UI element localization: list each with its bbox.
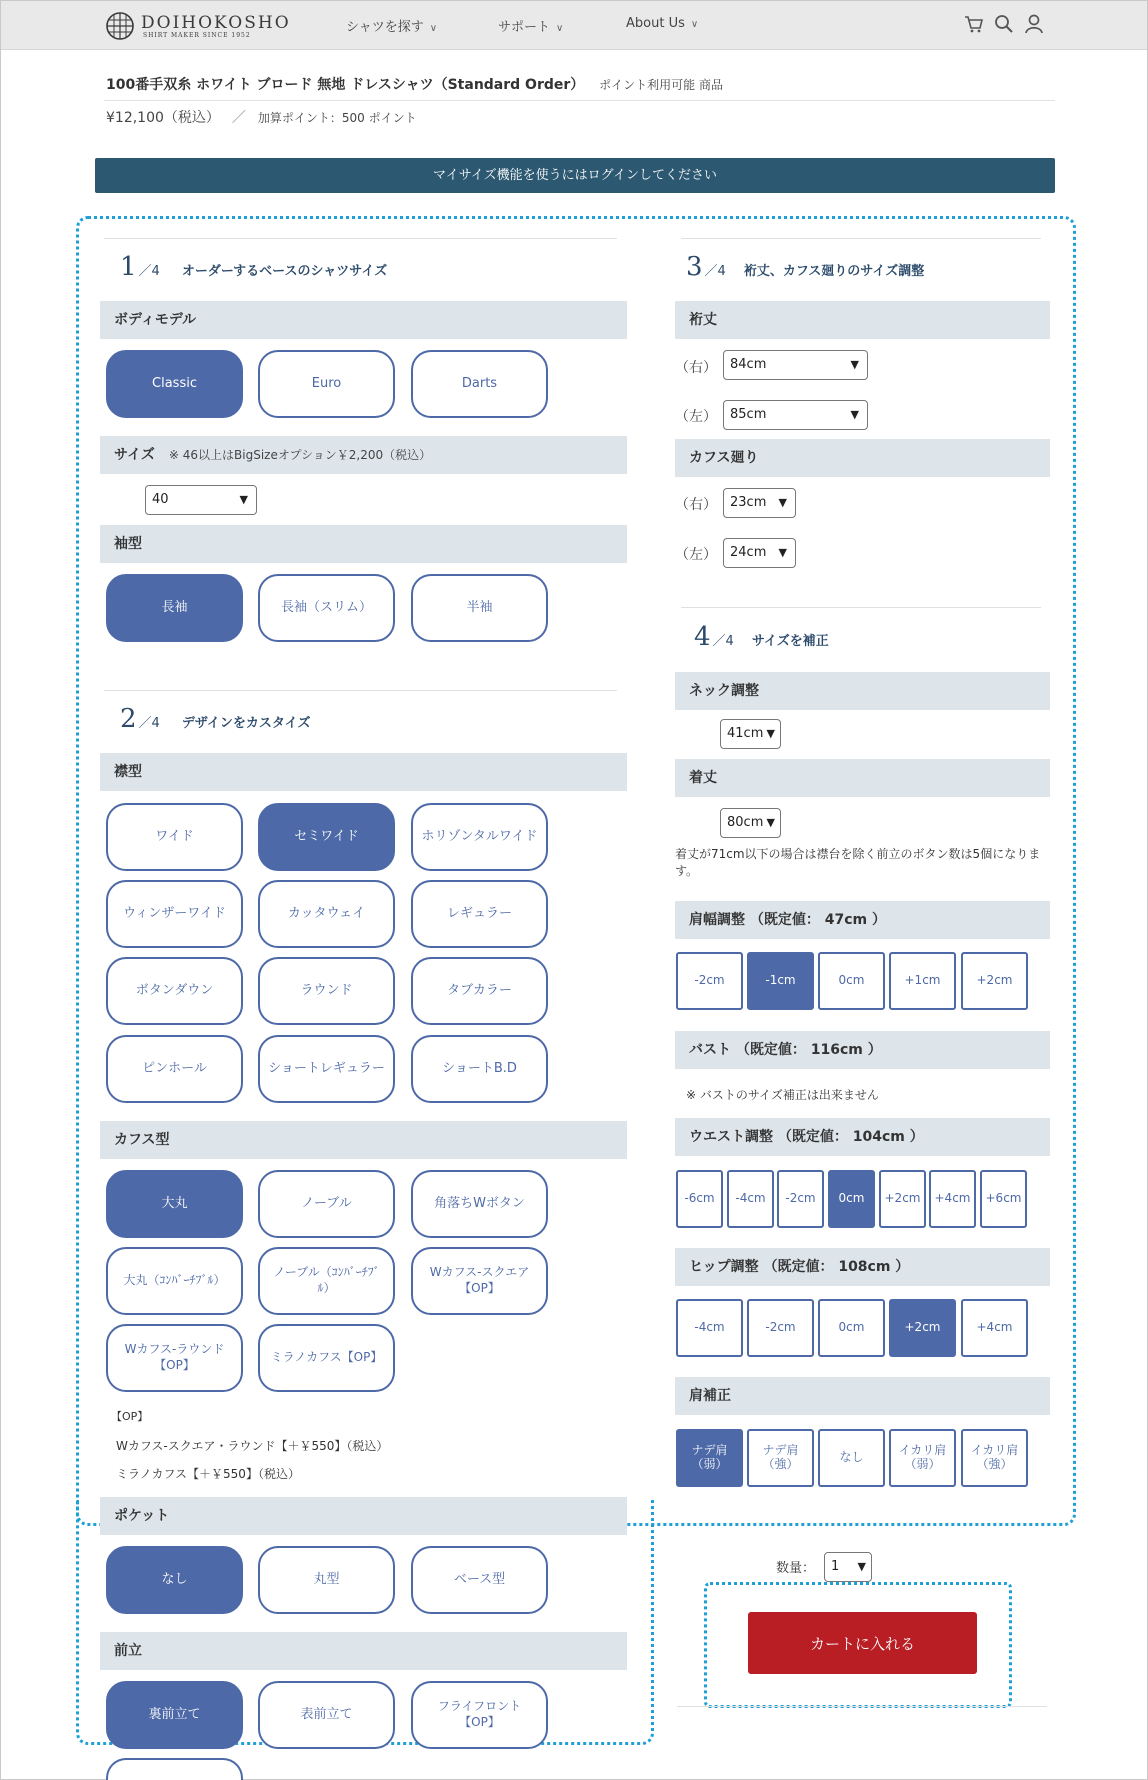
waist-plus-6[interactable]: +6cm xyxy=(980,1170,1027,1228)
nav-label: サポート xyxy=(498,20,551,35)
shoulder-zero[interactable]: 0cm xyxy=(818,952,885,1010)
nav-label: シャツを探す xyxy=(346,20,424,35)
product-title-text: 100番手双糸 ホワイト ブロード 無地 ドレスシャツ（Standard Order） xyxy=(106,77,585,93)
waist-plus-2[interactable]: +2cm xyxy=(879,1170,926,1228)
chevron-down-icon: ▼ xyxy=(850,358,859,371)
select-value: 80cm xyxy=(727,815,764,830)
shoulder-plus-1[interactable]: +1cm xyxy=(889,952,956,1010)
waist-minus-2[interactable]: -2cm xyxy=(777,1170,824,1228)
shoulder-minus-1[interactable]: -1cm xyxy=(747,952,814,1010)
placket-outer[interactable]: 表前立て xyxy=(258,1681,395,1749)
cuffs-w-square[interactable]: Wカフス-スクエア【OP】 xyxy=(411,1247,548,1315)
section-rule xyxy=(681,607,1041,608)
yuki-header: 裄丈 xyxy=(675,301,1050,339)
product-title-note: ポイント利用可能 商品 xyxy=(599,78,723,92)
step-title: オーダーするベースのシャツサイズ xyxy=(181,264,388,279)
shoulder-plus-2[interactable]: +2cm xyxy=(961,952,1028,1010)
chevron-down-icon: ▼ xyxy=(778,496,787,509)
bust-header: バスト （既定値： 116cm ） xyxy=(675,1031,1050,1069)
chevron-down-icon: ∨ xyxy=(690,19,699,30)
yuki-right-label: （右） xyxy=(675,360,717,376)
cuff-left-label: （左） xyxy=(675,547,717,563)
length-note: 着丈が71cm以下の場合は襟台を除く前立のボタン数は5個になります。 xyxy=(675,847,1041,879)
shoulder-fix-none[interactable]: なし xyxy=(818,1429,885,1487)
collar-short-regular[interactable]: ショートレギュラー xyxy=(258,1035,395,1103)
shoulder-fix-sloped-strong[interactable]: ナデ肩（強） xyxy=(747,1429,814,1487)
op-title: 【OP】 xyxy=(111,1410,149,1423)
step-number: 3 xyxy=(686,252,703,282)
step-title: サイズを補正 xyxy=(751,634,829,649)
shoulder-minus-2[interactable]: -2cm xyxy=(676,952,743,1010)
collar-regular[interactable]: レギュラー xyxy=(411,880,548,948)
chevron-down-icon: ▼ xyxy=(857,1560,866,1573)
user-icon[interactable] xyxy=(1023,13,1045,35)
size-value: 40 xyxy=(152,492,169,507)
cuffs-milano[interactable]: ミラノカフス【OP】 xyxy=(258,1324,395,1392)
pocket-header: ポケット xyxy=(100,1497,627,1535)
body-model-euro[interactable]: Euro xyxy=(258,350,395,418)
sleeve-short[interactable]: 半袖 xyxy=(411,574,548,642)
step-title: デザインをカスタイズ xyxy=(181,716,311,731)
op-note-milano: ミラノカフス【＋￥550】（税込） xyxy=(116,1467,300,1481)
divider xyxy=(677,1706,1047,1707)
size-header xyxy=(100,436,627,474)
collar-horizontal-wide[interactable]: ホリゾンタルワイド xyxy=(411,803,548,871)
pocket-base[interactable]: ベース型 xyxy=(411,1546,548,1614)
step1-heading xyxy=(120,252,387,282)
cuff-size-header: カフス廻り xyxy=(675,439,1050,477)
waist-minus-6[interactable]: -6cm xyxy=(676,1170,723,1228)
chevron-down-icon: ▼ xyxy=(239,493,248,506)
quantity-select[interactable] xyxy=(824,1552,872,1582)
collar-semi-wide[interactable]: セミワイド xyxy=(258,803,395,871)
chevron-down-icon: ▼ xyxy=(778,546,787,559)
size-select[interactable] xyxy=(145,485,257,515)
step-total: ／4 xyxy=(712,634,734,649)
price-value: ¥12,100（税込） xyxy=(106,110,220,126)
collar-cutaway[interactable]: カッタウェイ xyxy=(258,880,395,948)
pocket-none[interactable]: なし xyxy=(106,1546,243,1614)
body-model-darts[interactable]: Darts xyxy=(411,350,548,418)
cuffs-corner-w-button[interactable]: 角落ちWボタン xyxy=(411,1170,548,1238)
nav-find-shirts[interactable] xyxy=(346,16,437,35)
step-number: 4 xyxy=(694,622,711,652)
length-select[interactable] xyxy=(720,808,781,838)
collar-pinhole[interactable]: ピンホール xyxy=(106,1035,243,1103)
neck-header: ネック調整 xyxy=(675,672,1050,710)
step-total: ／4 xyxy=(138,264,160,279)
site-header xyxy=(1,1,1147,50)
step-title: 裄丈、カフス廻りのサイズ調整 xyxy=(743,264,925,279)
collar-tab[interactable]: タブカラー xyxy=(411,957,548,1025)
logo-subtitle: SHIRT MAKER SINCE 1952 xyxy=(143,32,251,39)
yuki-right-select[interactable] xyxy=(723,350,868,380)
cart-icon[interactable] xyxy=(963,13,985,35)
length-header: 着丈 xyxy=(675,759,1050,797)
hip-minus-4[interactable]: -4cm xyxy=(676,1299,743,1357)
waist-plus-4[interactable]: +4cm xyxy=(929,1170,976,1228)
cuff-right-select[interactable] xyxy=(723,488,796,518)
sleeve-long-slim[interactable]: 長袖（スリム） xyxy=(258,574,395,642)
body-model-classic[interactable]: Classic xyxy=(106,350,243,418)
select-value: 85cm xyxy=(730,407,767,422)
yuki-left-select[interactable] xyxy=(723,400,868,430)
body-model-header: ボディモデル xyxy=(100,301,627,339)
logo-globe-icon xyxy=(105,11,135,41)
cuffs-header: カフス型 xyxy=(100,1121,627,1159)
hip-minus-2[interactable]: -2cm xyxy=(747,1299,814,1357)
step3-heading xyxy=(686,252,924,282)
product-price xyxy=(106,107,417,127)
cuffs-w-round[interactable]: Wカフス-ラウンド【OP】 xyxy=(106,1324,243,1392)
login-banner[interactable]: マイサイズ機能を使うにはログインしてください xyxy=(95,158,1055,193)
select-value: 24cm xyxy=(730,545,767,560)
cuffs-noble[interactable]: ノーブル xyxy=(258,1170,395,1238)
nav-label: About Us xyxy=(626,16,685,31)
shoulder-fix-square-strong[interactable]: イカリ肩（強） xyxy=(961,1429,1028,1487)
sleeve-header: 袖型 xyxy=(100,525,627,563)
waist-header: ウエスト調整 （既定値： 104cm ） xyxy=(675,1118,1050,1156)
collar-button-down[interactable]: ボタンダウン xyxy=(106,957,243,1025)
cuffs-round-convertible[interactable]: 大丸（ｺﾝﾊﾞｰﾁﾌﾞﾙ） xyxy=(106,1247,243,1315)
step4-heading xyxy=(694,622,829,652)
section-rule xyxy=(104,238,617,239)
hip-plus-4[interactable]: +4cm xyxy=(961,1299,1028,1357)
chevron-down-icon: ∨ xyxy=(556,23,564,34)
chevron-down-icon: ▼ xyxy=(766,727,775,740)
cuff-right-label: （右） xyxy=(675,497,717,513)
sleeve-long[interactable]: 長袖 xyxy=(106,574,243,642)
step-number: 1 xyxy=(120,252,137,282)
select-value: 1 xyxy=(831,1559,840,1574)
placket-inner[interactable]: 裏前立て xyxy=(106,1681,243,1749)
shoulder-fix-sloped-weak[interactable]: ナデ肩（弱） xyxy=(676,1429,743,1487)
size-label: サイズ xyxy=(114,447,155,463)
yuki-left-label: （左） xyxy=(675,409,717,425)
step-total: ／4 xyxy=(704,264,726,279)
collar-short-bd[interactable]: ショートB.D xyxy=(411,1035,548,1103)
hip-header: ヒップ調整 （既定値： 108cm ） xyxy=(675,1248,1050,1286)
waist-minus-4[interactable]: -4cm xyxy=(727,1170,774,1228)
collar-header: 襟型 xyxy=(100,753,627,791)
pocket-round[interactable]: 丸型 xyxy=(258,1546,395,1614)
op-note-w-cuffs: Wカフス-スクエア・ラウンド【＋￥550】（税込） xyxy=(116,1439,389,1453)
cuffs-round[interactable]: 大丸 xyxy=(106,1170,243,1238)
step2-heading xyxy=(120,704,311,734)
placket-header: 前立 xyxy=(100,1632,627,1670)
quantity-label: 数量： xyxy=(776,1561,816,1576)
collar-windsor-wide[interactable]: ウィンザーワイド xyxy=(106,880,243,948)
divider xyxy=(104,100,1055,101)
select-value: 23cm xyxy=(730,495,767,510)
placket-option-partial[interactable] xyxy=(106,1758,243,1780)
chevron-down-icon: ∨ xyxy=(429,23,438,34)
chevron-down-icon: ▼ xyxy=(766,816,775,829)
size-note: ※ 46以上はBigSizeオプション￥2,200（税込） xyxy=(168,448,432,462)
shoulder-fix-square-weak[interactable]: イカリ肩（弱） xyxy=(889,1429,956,1487)
nav-support[interactable] xyxy=(498,16,563,35)
neck-select[interactable] xyxy=(720,719,781,749)
select-value: 84cm xyxy=(730,357,767,372)
shoulder-header: 肩幅調整 （既定値： 47cm ） xyxy=(675,901,1050,939)
add-to-cart-button[interactable]: カートに入れる xyxy=(748,1612,977,1674)
points-value: 加算ポイント：500 ポイント xyxy=(257,111,417,125)
section-rule xyxy=(681,238,1041,239)
select-value: 41cm xyxy=(727,726,764,741)
cuffs-noble-convertible[interactable]: ノーブル（ｺﾝﾊﾞｰﾁﾌﾞﾙ） xyxy=(258,1247,395,1315)
shoulder-fix-header: 肩補正 xyxy=(675,1377,1050,1415)
search-icon[interactable] xyxy=(993,13,1015,35)
logo-text: DOIHOKOSHO xyxy=(141,13,291,33)
collar-round[interactable]: ラウンド xyxy=(258,957,395,1025)
step-number: 2 xyxy=(120,704,137,734)
bust-note: ※ バストのサイズ補正は出来ません xyxy=(686,1088,879,1102)
nav-about-us[interactable] xyxy=(626,16,698,31)
step-total: ／4 xyxy=(138,716,160,731)
hip-zero[interactable]: 0cm xyxy=(818,1299,885,1357)
hip-plus-2[interactable]: +2cm xyxy=(889,1299,956,1357)
collar-wide[interactable]: ワイド xyxy=(106,803,243,871)
cuff-left-select[interactable] xyxy=(723,538,796,568)
product-title xyxy=(106,74,723,94)
waist-zero[interactable]: 0cm xyxy=(828,1170,875,1228)
price-separator: ／ xyxy=(231,110,246,126)
placket-fly-front[interactable]: フライフロント【OP】 xyxy=(411,1681,548,1749)
section-rule xyxy=(104,690,617,691)
chevron-down-icon: ▼ xyxy=(850,408,859,421)
